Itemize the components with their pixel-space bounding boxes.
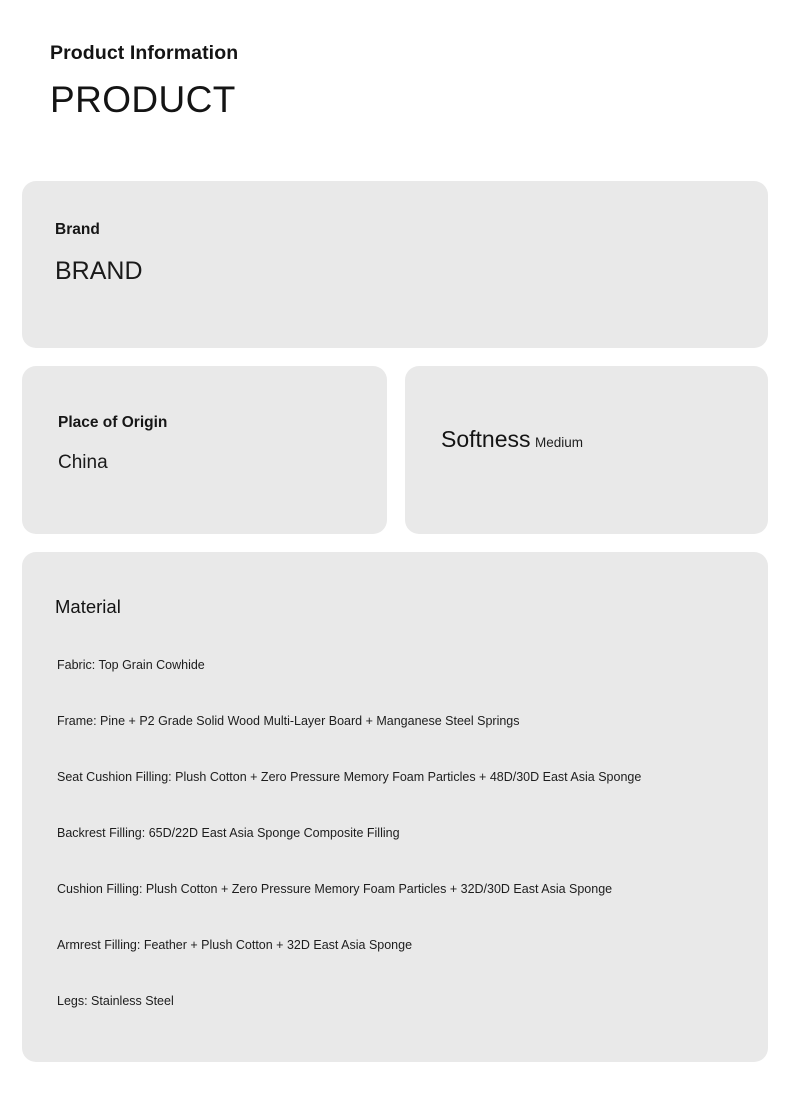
softness-value: Medium	[534, 435, 583, 451]
list-item: Seat Cushion Filling: Plush Cotton + Zero Pressure Memory Foam Particles + 48D/30D East Asia Sponge	[57, 770, 642, 785]
place-of-origin-card	[22, 366, 387, 534]
list-item: Fabric: Top Grain Cowhide	[57, 658, 205, 673]
specs-row	[22, 366, 768, 534]
place-of-origin-label: Place of Origin	[58, 414, 168, 432]
list-item: Cushion Filling: Plush Cotton + Zero Pressure Memory Foam Particles + 32D/30D East Asia Sponge	[57, 882, 613, 897]
list-item: Legs: Stainless Steel	[57, 994, 174, 1009]
material-list	[55, 658, 768, 1009]
list-item: Frame: Pine + P2 Grade Solid Wood Multi-Layer Board + Manganese Steel Springs	[57, 714, 520, 729]
page-title: PRODUCT	[50, 79, 236, 121]
page-header	[22, 0, 768, 120]
material-card	[22, 552, 768, 1062]
material-label: Material	[55, 596, 121, 618]
page-kicker: Product Information	[50, 42, 239, 64]
place-of-origin-value: China	[58, 451, 108, 473]
brand-card	[22, 181, 768, 348]
list-item: Armrest Filling: Feather + Plush Cotton + 32D East Asia Sponge	[57, 938, 413, 953]
list-item: Backrest Filling: 65D/22D East Asia Sponge Composite Filling	[57, 826, 400, 841]
softness-label: Softness	[441, 426, 531, 453]
brand-value: BRAND	[55, 256, 143, 285]
brand-label: Brand	[55, 221, 100, 239]
softness-card	[405, 366, 768, 534]
